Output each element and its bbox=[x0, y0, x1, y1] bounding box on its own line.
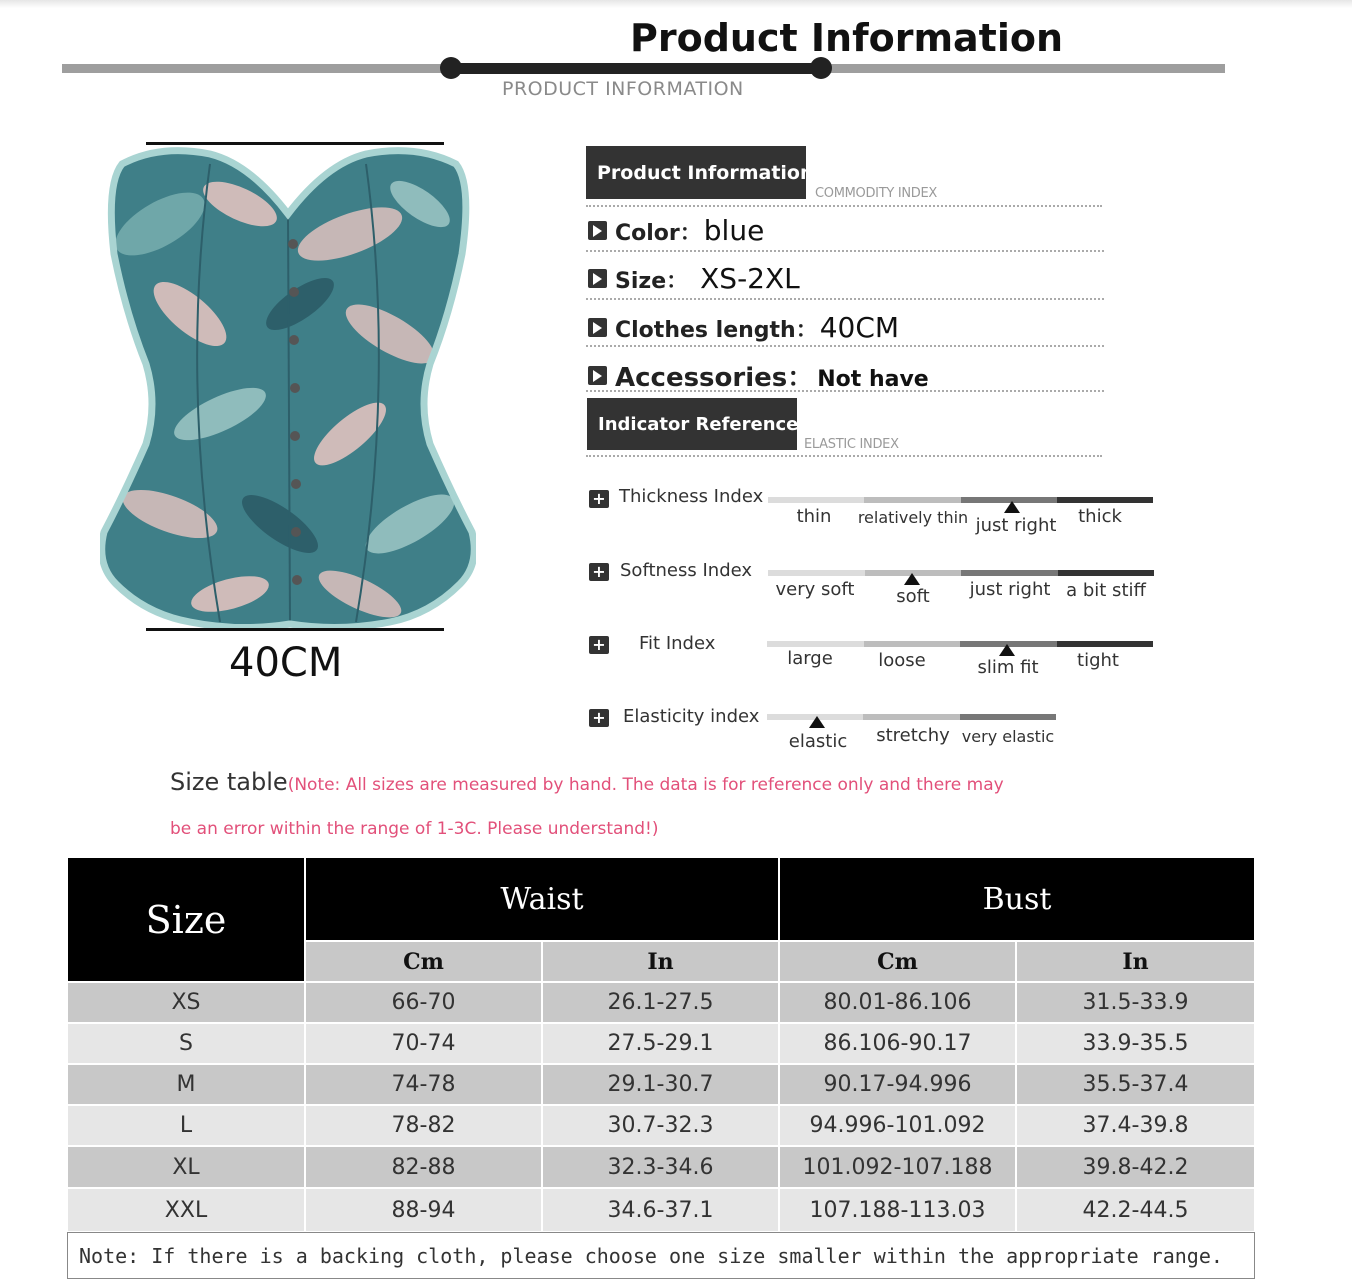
table-cell: 42.2-44.5 bbox=[1016, 1188, 1255, 1232]
size-table-title-line bbox=[170, 768, 1004, 796]
divider bbox=[586, 298, 1104, 300]
size-cell: L bbox=[67, 1105, 305, 1146]
table-cell: 32.3-34.6 bbox=[542, 1146, 779, 1188]
table-cell: 70-74 bbox=[305, 1023, 542, 1064]
table-cell: 34.6-37.1 bbox=[542, 1188, 779, 1232]
top-shadow bbox=[0, 0, 1352, 8]
indicator-heading-sub: ELASTIC INDEX bbox=[804, 437, 899, 452]
table-cell: 66-70 bbox=[305, 982, 542, 1023]
table-cell: 78-82 bbox=[305, 1105, 542, 1146]
arrow-icon bbox=[588, 318, 607, 337]
table-cell: 86.106-90.17 bbox=[779, 1023, 1016, 1064]
corset-image bbox=[100, 144, 476, 632]
thickness-marker bbox=[1004, 501, 1020, 513]
table-cell: 80.01-86.106 bbox=[779, 982, 1016, 1023]
fit-index-label: Fit Index bbox=[639, 633, 716, 654]
unit-header: In bbox=[1016, 941, 1255, 982]
table-cell: 26.1-27.5 bbox=[542, 982, 779, 1023]
spec-label: Accessories： bbox=[615, 363, 814, 393]
table-cell: 82-88 bbox=[305, 1146, 542, 1188]
elasticity-level: stretchy bbox=[876, 725, 950, 746]
table-cell: 94.996-101.092 bbox=[779, 1105, 1016, 1146]
plus-icon: + bbox=[589, 636, 609, 654]
thickness-level: thick bbox=[1078, 506, 1122, 527]
table-cell: 31.5-33.9 bbox=[1016, 982, 1255, 1023]
table-cell: 39.8-42.2 bbox=[1016, 1146, 1255, 1188]
softness-level: a bit stiff bbox=[1066, 580, 1146, 601]
spec-value: Not have bbox=[817, 367, 929, 392]
header-bar-accent bbox=[451, 63, 821, 74]
softness-marker bbox=[904, 573, 920, 585]
elasticity-level: very elastic bbox=[961, 727, 1055, 746]
spec-value: 40CM bbox=[819, 311, 900, 344]
spec-row-color bbox=[588, 214, 764, 247]
unit-header: Cm bbox=[305, 941, 542, 982]
size-table-note-2: be an error within the range of 1-3C. Please understand!) bbox=[170, 819, 659, 839]
softness-level: very soft bbox=[775, 579, 855, 600]
size-cell: XS bbox=[67, 982, 305, 1023]
spec-label: Clothes length： bbox=[615, 318, 818, 343]
size-cell: XXL bbox=[67, 1188, 305, 1232]
fit-marker bbox=[999, 644, 1015, 656]
table-cell: 37.4-39.8 bbox=[1016, 1105, 1255, 1146]
table-cell: 107.188-113.03 bbox=[779, 1188, 1016, 1232]
thickness-level: relatively thin bbox=[857, 508, 969, 527]
size-table-title: Size table bbox=[170, 768, 288, 796]
thickness-index-label: Thickness Index bbox=[619, 486, 764, 507]
softness-index-label: Softness Index bbox=[620, 560, 753, 581]
arrow-icon bbox=[588, 221, 607, 240]
unit-header: In bbox=[542, 941, 779, 982]
spec-row-clothes-length bbox=[588, 311, 899, 344]
size-header: Size bbox=[67, 857, 305, 982]
fit-scale bbox=[767, 641, 1153, 647]
product-info-heading: Product Information bbox=[586, 146, 806, 199]
unit-header: Cm bbox=[779, 941, 1016, 982]
elasticity-level: elastic bbox=[788, 731, 848, 752]
arrow-icon bbox=[588, 366, 607, 385]
softness-level: soft bbox=[896, 586, 930, 607]
divider bbox=[586, 205, 1102, 207]
table-cell: 30.7-32.3 bbox=[542, 1105, 779, 1146]
indicator-heading: Indicator Reference bbox=[587, 398, 797, 450]
waist-header: Waist bbox=[305, 857, 779, 941]
divider bbox=[586, 390, 1104, 392]
fit-level: slim fit bbox=[977, 657, 1039, 678]
table-footnote: Note: If there is a backing cloth, please choose one size smaller within the appropriate range. bbox=[67, 1232, 1255, 1279]
page-title: Product Information bbox=[630, 16, 1064, 60]
size-cell: S bbox=[67, 1023, 305, 1064]
table-cell: 33.9-35.5 bbox=[1016, 1023, 1255, 1064]
plus-icon: + bbox=[589, 709, 609, 727]
header-dot-left bbox=[440, 57, 462, 79]
plus-icon: + bbox=[589, 490, 609, 508]
table-cell: 35.5-37.4 bbox=[1016, 1064, 1255, 1105]
table-cell: 88-94 bbox=[305, 1188, 542, 1232]
elasticity-marker bbox=[809, 716, 825, 728]
size-cell: M bbox=[67, 1064, 305, 1105]
elasticity-index-label: Elasticity index bbox=[623, 706, 760, 727]
measure-label: 40CM bbox=[229, 640, 343, 686]
size-table-note-1: (Note: All sizes are measured by hand. The data is for reference only and there may bbox=[287, 775, 1004, 795]
arrow-icon bbox=[588, 269, 607, 288]
softness-level: just right bbox=[969, 579, 1051, 600]
thickness-scale bbox=[768, 497, 1153, 503]
plus-icon: + bbox=[589, 563, 609, 581]
table-cell: 101.092-107.188 bbox=[779, 1146, 1016, 1188]
page-subtitle: PRODUCT INFORMATION bbox=[502, 78, 744, 100]
divider bbox=[586, 250, 1104, 252]
table-cell: 29.1-30.7 bbox=[542, 1064, 779, 1105]
spec-label: Color： bbox=[615, 221, 702, 246]
table-cell: 27.5-29.1 bbox=[542, 1023, 779, 1064]
softness-scale bbox=[768, 570, 1154, 576]
divider bbox=[586, 345, 1104, 347]
thickness-level: thin bbox=[796, 506, 832, 527]
fit-level: large bbox=[787, 648, 833, 669]
thickness-level: just right bbox=[975, 515, 1057, 536]
size-cell: XL bbox=[67, 1146, 305, 1188]
bust-header: Bust bbox=[779, 857, 1255, 941]
header-dot-right bbox=[810, 57, 832, 79]
spec-row-accessories bbox=[588, 357, 929, 394]
table-cell: 74-78 bbox=[305, 1064, 542, 1105]
fit-level: loose bbox=[878, 650, 926, 671]
spec-value: blue bbox=[703, 214, 765, 247]
divider bbox=[586, 455, 1102, 457]
fit-level: tight bbox=[1077, 650, 1119, 671]
spec-row-size bbox=[588, 262, 800, 295]
spec-label: Size： bbox=[615, 269, 689, 294]
table-cell: 90.17-94.996 bbox=[779, 1064, 1016, 1105]
product-info-heading-sub: COMMODITY INDEX bbox=[815, 186, 938, 201]
spec-value: XS-2XL bbox=[700, 262, 800, 295]
measure-line-bottom bbox=[146, 628, 444, 631]
